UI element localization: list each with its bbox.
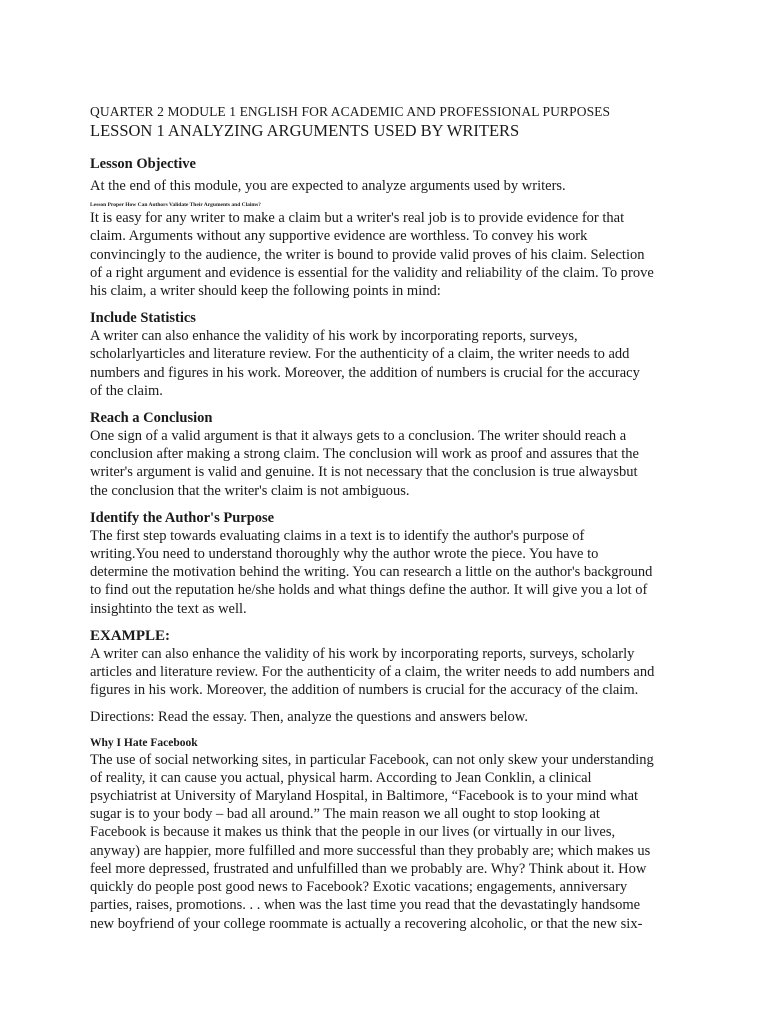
paragraph-line: numbers and figures in his work. Moreover, the addition of numbers is crucial for the accuracy [90,364,640,381]
directions-text: Directions: Read the essay. Then, analyze the questions and answers below. [90,709,528,726]
paragraph-line: Facebook is because it makes us think that the people in our lives (or virtually in our lives, [90,824,616,841]
paragraph-line: quickly do people post good news to Facebook? Exotic vacations; engagements, anniversary [90,879,628,896]
paragraph-line: articles and literature review. For the authenticity of a claim, the writer needs to add numbers and [90,664,655,681]
paragraph-line: writing.You need to understand thoroughly why the author wrote the piece. You have to [90,546,599,563]
conclusion-heading: Reach a Conclusion [90,410,213,427]
document-page [90,103,690,933]
paragraph-line: One sign of a valid argument is that it always gets to a conclusion. The writer should reach a [90,428,627,445]
lesson-proper-subtitle: Lesson Proper How Can Authors Validate Their Arguments and Claims? [90,202,261,209]
purpose-heading: Identify the Author's Purpose [90,509,275,526]
paragraph-line: of the claim. [90,382,163,399]
example-paragraph [90,645,690,700]
paragraph-line: feel more depressed, frustrated and unfulfilled than we probably are. Why? Think about it. How [90,860,647,877]
paragraph-line: conclusion after making a strong claim. The conclusion will work as proof and assures that the [90,446,639,463]
paragraph-line: The first step towards evaluating claims in a text is to identify the author's purpose of [90,527,585,544]
paragraph-line: figures in his work. Moreover, the addition of numbers is crucial for the accuracy of the claim. [90,682,639,699]
module-header: QUARTER 2 MODULE 1 ENGLISH FOR ACADEMIC AND PROFESSIONAL PURPOSES [90,104,611,119]
paragraph-line: anyway) are happier, more fulfilled and more successful than they probably are; which makes us [90,842,651,859]
paragraph-line: convincingly to the audience, the writer is bound to provide valid proves of his claim. Selection [90,246,645,263]
conclusion-paragraph [90,427,690,500]
paragraph-line: new boyfriend of your college roommate is actually a recovering alcoholic, or that the new six- [90,915,643,932]
objective-text: At the end of this module, you are expected to analyze arguments used by writers. [90,178,566,194]
paragraph-line: A writer can also enhance the validity of his work by incorporating reports, surveys, scholarly [90,645,635,662]
paragraph-line: determine the motivation behind the writing. You can research a little on the author's background [90,564,653,581]
purpose-paragraph [90,527,690,618]
paragraph-line: writer's argument is valid and genuine. It is not necessary that the conclusion is true alwaysbut [90,464,638,481]
paragraph-line: parties, raises, promotions. . . when was the last time you read that the devastatingly handsome [90,897,641,914]
paragraph-line: psychiatrist at University of Maryland Hospital, in Baltimore, “Facebook is to your mind what [90,788,639,805]
paragraph-line: The use of social networking sites, in particular Facebook, can not only skew your understanding [90,751,654,768]
paragraph-line: claim. Arguments without any supportive evidence are worthless. To convey his work [90,228,588,245]
lesson-proper-paragraph [90,209,690,300]
paragraph-line: sugar is to your body – bad all around.” The main reason we all ought to stop looking at [90,806,600,823]
essay-title: Why I Hate Facebook [90,736,198,749]
paragraph-line: his claim, a writer should keep the following points in mind: [90,283,441,300]
paragraph-line: insightinto the text as well. [90,600,247,617]
objective-heading: Lesson Objective [90,156,196,172]
paragraph-line: to find out the reputation he/she holds and what things define the author. It will give you a lot of [90,582,648,599]
statistics-heading: Include Statistics [90,310,196,327]
example-heading: EXAMPLE: [90,627,170,644]
essay-paragraph [90,751,690,933]
paragraph-line: of a right argument and evidence is essential for the validity and reliability of the claim. To prove [90,264,654,281]
paragraph-line: scholarlyarticles and literature review. For the authenticity of a claim, the writer needs to add [90,346,630,363]
paragraph-line: It is easy for any writer to make a claim but a writer's real job is to provide evidence for that [90,210,625,227]
paragraph-line: the conclusion that the writer's claim is not ambiguous. [90,482,410,499]
statistics-paragraph [90,327,690,400]
paragraph-line: A writer can also enhance the validity of his work by incorporating reports, surveys, [90,328,578,345]
paragraph-line: of reality, it can cause you actual, physical harm. According to Jean Conklin, a clinical [90,769,592,786]
lesson-title: LESSON 1 ANALYZING ARGUMENTS USED BY WRITERS [90,121,520,140]
